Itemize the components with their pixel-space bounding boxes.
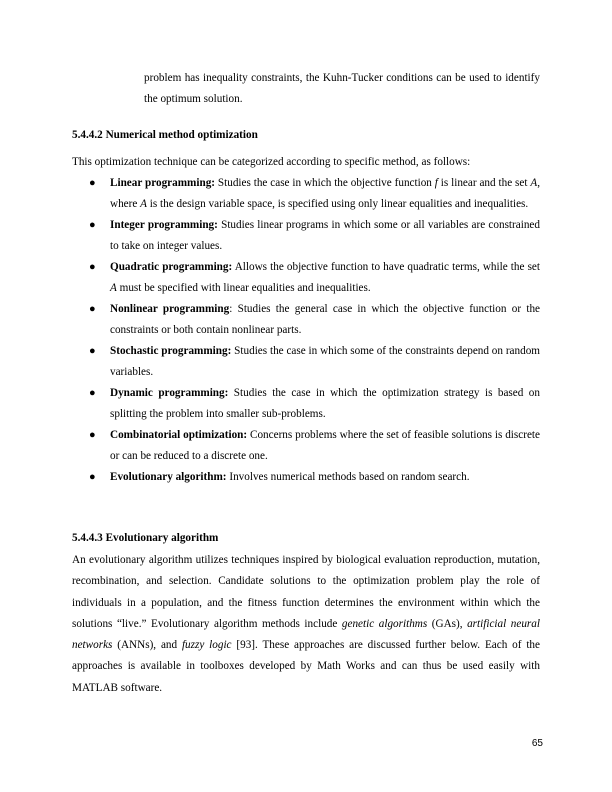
list-item xyxy=(72,215,540,257)
text-run: Concerns problems where the set of feasible solutions is discrete or can be reduced to a discrete one. xyxy=(110,429,540,462)
text-run: , where xyxy=(110,177,540,210)
method-list xyxy=(72,173,540,488)
text-run: : Studies the general case in which the objective function or the constraints or both contain nonlinear parts. xyxy=(110,303,540,336)
bullet-icon: ● xyxy=(89,261,96,273)
list-item-term: Dynamic programming: xyxy=(110,387,229,399)
list-item xyxy=(72,383,540,425)
italic-term: f xyxy=(434,177,438,189)
list-item xyxy=(72,341,540,383)
bullet-icon: ● xyxy=(89,219,96,231)
list-item-term: Linear programming: xyxy=(110,177,216,189)
bullet-icon: ● xyxy=(89,303,96,315)
italic-term: A xyxy=(530,177,538,189)
list-item-term: Combinatorial optimization: xyxy=(110,429,248,441)
continuation-paragraph: problem has inequality constraints, the Kuhn-Tucker conditions can be used to identify the optimum solution. xyxy=(144,72,540,105)
list-item-term: Integer programming: xyxy=(110,219,218,231)
italic-term: artificial neural networks xyxy=(72,617,540,652)
text-run: Involves numerical methods based on random search. xyxy=(226,471,470,483)
text-run: is the design variable space, is specified using only linear equalities and inequalities. xyxy=(146,198,529,210)
section-heading-numerical: 5.4.4.2 Numerical method optimization xyxy=(72,129,258,141)
italic-term: A xyxy=(110,282,117,294)
list-item-term: Stochastic programming: xyxy=(110,345,232,357)
bullet-icon: ● xyxy=(89,429,96,441)
bullet-icon: ● xyxy=(89,177,96,189)
text-run: Studies the case in which the optimization strategy is based on splitting the problem into smaller sub-problems. xyxy=(110,387,540,420)
text-run: An evolutionary algorithm utilizes techniques inspired by biological evaluation reproduction, mutation, recombination, and selection. Candidate solutions to the optimization problem play the role of individuals in a population, and the fitness function determines the environment within which the solutions “live.” Evolutionary algorithm methods include xyxy=(72,554,540,630)
text-run: [93]. These approaches are discussed further below. Each of the approaches is available in toolboxes developed by Math Works and can thus be used easily with MATLAB software. xyxy=(72,639,540,694)
text-run: must be specified with linear equalities and inequalities. xyxy=(116,282,371,294)
italic-term: fuzzy logic xyxy=(181,639,232,652)
list-item-term: Evolutionary algorithm: xyxy=(110,471,227,483)
text-run: Studies the case in which some of the constraints depend on random variables. xyxy=(110,345,540,378)
italic-term: genetic algorithms xyxy=(341,617,428,630)
text-run: is linear and the set xyxy=(437,177,531,189)
bullet-icon: ● xyxy=(89,345,96,357)
bullet-icon: ● xyxy=(89,387,96,399)
text-run: Studies linear programs in which some or all variables are constrained to take on integer values. xyxy=(110,219,540,252)
text-run: (GAs), xyxy=(427,617,468,630)
list-item-term: Quadratic programming: xyxy=(110,261,233,273)
list-item xyxy=(72,173,540,215)
text-run: (ANNs), and xyxy=(112,639,182,652)
text-run: Allows the objective function to have quadratic terms, while the set xyxy=(232,261,540,273)
list-item xyxy=(72,425,540,467)
bullet-icon: ● xyxy=(89,471,96,483)
page-number: 65 xyxy=(531,738,543,749)
evolutionary-paragraph xyxy=(72,550,540,699)
list-item xyxy=(72,467,540,488)
section-lead-paragraph: This optimization technique can be categorized according to specific method, as follows: xyxy=(72,156,471,168)
section-heading-evolutionary: 5.4.4.3 Evolutionary algorithm xyxy=(72,532,219,544)
italic-term: A xyxy=(140,198,147,210)
text-run: Studies the case in which the objective function xyxy=(215,177,435,189)
list-item-term: Nonlinear programming xyxy=(110,303,230,315)
list-item xyxy=(72,257,540,299)
list-item xyxy=(72,299,540,341)
